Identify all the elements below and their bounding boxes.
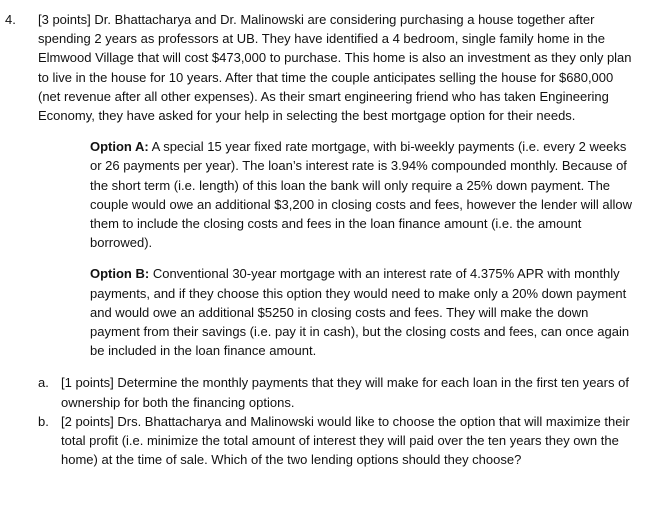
- option-b-text: Conventional 30-year mortgage with an interest rate of 4.375% APR with monthly payments, and if they choose this option they would need to make only a 20% down payment and would owe an additional $5250 in closing costs and fees. They will make the down payment from their savings (i.e. pay it in cash), but the closing costs and fees, can once again be included in the loan finance amount.: [90, 266, 630, 359]
- question-number: 4.: [5, 12, 16, 27]
- option-a: [90, 137, 635, 252]
- part-a: [38, 373, 638, 411]
- part-b-text: [2 points] Drs. Bhattacharya and Malinowski would like to choose the option that will maximize their total profit (i.e. minimize the total amount of interest they will paid over the ten years they own the home) at the time of sale. Which of the two lending options should they choose?: [61, 413, 630, 468]
- question-parts: [38, 373, 638, 469]
- part-b-letter: b.: [38, 413, 49, 429]
- part-b: [38, 412, 638, 470]
- option-a-text: A special 15 year fixed rate mortgage, with bi-weekly payments (i.e. every 2 weeks or 26 payments per year). The loan’s interest rate is 3.94% compounded monthly. Because of the short term (i.e. length) of this loan the bank will only require a 25% down payment. The couple would owe an additional $3,200 in closing costs and fees, however the lender will allow them to include the closing costs and fees in the loan finance amount (i.e. the amount borrowed).: [90, 139, 633, 251]
- problem-4: [5, 10, 645, 469]
- part-a-text: [1 points] Determine the monthly payments that they will make for each loan in the first ten years of ownership for both the financing options.: [61, 375, 629, 410]
- part-a-letter: a.: [38, 375, 49, 391]
- question-intro: [3 points] Dr. Bhattacharya and Dr. Malinowski are considering purchasing a house together after spending 2 years as professors at UB. They have identified a 4 bedroom, single family home in the Elmwood Village that will cost $473,000 to purchase. This home is also an investment as they only plan to live in the house for 10 years. After that time the couple anticipates selling the house for $680,000 (net revenue after all other expenses). As their smart engineering friend who has taken Engineering Economy, they have asked for your help in selecting the best mortgage option for their needs.: [38, 12, 632, 124]
- option-b: [90, 264, 635, 360]
- option-b-label: Option B:: [90, 266, 150, 282]
- option-a-label: Option A:: [90, 139, 149, 155]
